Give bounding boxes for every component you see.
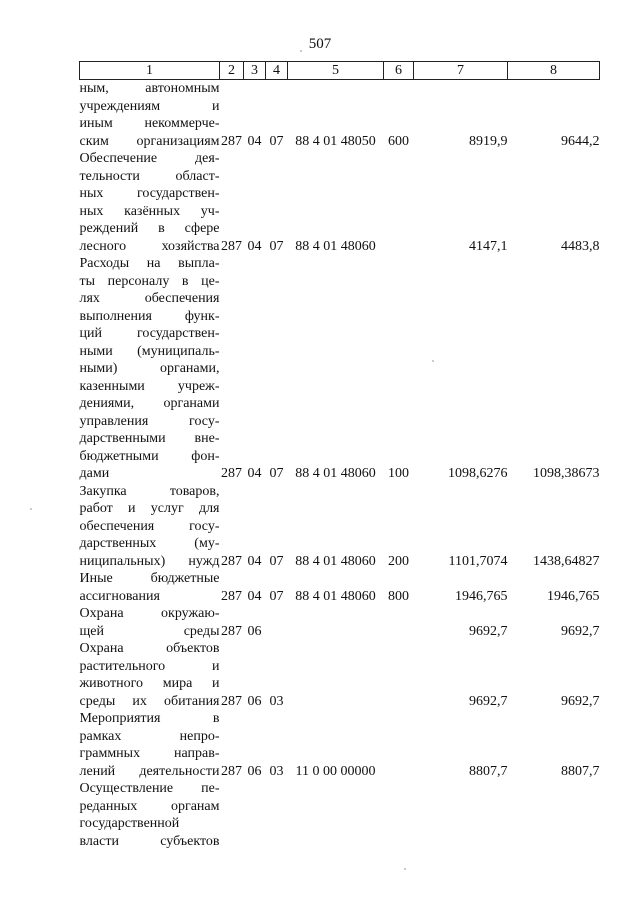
row-name-line: Иные бюджетные <box>79 571 220 586</box>
col-6-cell: 200 <box>388 553 409 569</box>
row-name-cell <box>80 605 220 640</box>
col-4-cell: 07 <box>269 238 284 254</box>
table-row <box>80 483 600 571</box>
row-name-line: тельности област- <box>79 168 220 184</box>
header-col-1: 1 <box>80 62 220 80</box>
row-name-cell <box>80 570 220 605</box>
col-8-cell: 1098,38673 <box>533 466 600 481</box>
budget-table <box>79 61 600 850</box>
row-name-line: дениями, органами <box>79 396 220 411</box>
col-2-cell <box>220 780 244 850</box>
col-4-cell: 07 <box>269 133 284 149</box>
col-5-cell: 88 4 01 48060 <box>295 466 376 481</box>
row-name-line: растительного и <box>79 658 220 674</box>
row-name-line: дарственных (му- <box>79 536 220 551</box>
header-col-3: 3 <box>244 62 266 80</box>
col-7-cell: 9692,7 <box>469 693 508 709</box>
table-row <box>80 255 600 483</box>
col-2-cell: 287 <box>221 238 242 254</box>
col-3-cell: 06 <box>247 623 262 639</box>
row-name-line: ниципальных) нужд <box>79 553 220 569</box>
col-2-cell: 287 <box>221 588 242 604</box>
row-name-line: Закупка товаров, <box>79 483 220 499</box>
row-name-line: управления госу- <box>79 413 220 429</box>
row-name-line: ты персоналу в це- <box>79 273 220 289</box>
row-name-cell <box>80 640 220 710</box>
col-6-cell <box>384 640 414 710</box>
table-row <box>80 640 600 710</box>
col-8-cell <box>508 780 600 850</box>
col-5-cell <box>288 605 384 640</box>
row-name-line: учреждениям и <box>79 98 220 114</box>
col-8-cell: 1946,765 <box>547 588 600 604</box>
row-name-line: дарственными вне- <box>79 431 220 446</box>
col-8-cell: 9692,7 <box>561 623 600 639</box>
page-number: 507 <box>308 36 332 52</box>
col-4-cell: 07 <box>269 588 284 604</box>
col-6-cell <box>384 780 414 850</box>
header-col-5: 5 <box>288 62 384 80</box>
col-5-cell: 11 0 00 00000 <box>295 763 376 779</box>
row-name-line: ных государствен- <box>79 186 220 201</box>
col-2-cell: 287 <box>221 693 242 709</box>
row-name-line: ными) органами, <box>79 361 220 376</box>
row-name-line: среды их обитания <box>79 693 220 709</box>
table-header-row <box>80 62 600 80</box>
table-row <box>80 80 600 151</box>
row-name-line: выполнения функ- <box>79 308 220 324</box>
col-7-cell: 1101,7074 <box>448 553 508 569</box>
row-name-line: Охрана окружаю- <box>79 606 220 621</box>
row-name-line: реданных органам <box>79 798 220 814</box>
row-name-line: ными (муниципаль- <box>79 343 220 359</box>
table-row <box>80 780 600 850</box>
col-6-cell <box>384 710 414 780</box>
header-col-7: 7 <box>414 62 508 80</box>
row-name-line: ным, автономным <box>79 81 220 96</box>
row-name-line: власти субъектов <box>79 833 220 849</box>
scan-speck <box>404 868 406 870</box>
row-name-cell <box>80 710 220 780</box>
row-name-line: ций государствен- <box>79 326 220 341</box>
col-7-cell: 1098,6276 <box>448 466 508 481</box>
row-name-line: иным некоммерче- <box>79 116 220 131</box>
row-name-line: дами <box>79 466 110 481</box>
row-name-line: обеспечения госу- <box>79 518 220 534</box>
col-3-cell: 04 <box>247 466 262 481</box>
row-name-cell <box>80 483 220 571</box>
col-6-cell: 800 <box>388 588 409 604</box>
col-8-cell: 4483,8 <box>561 238 600 254</box>
table-row <box>80 150 600 255</box>
row-name-cell <box>80 255 220 483</box>
col-5-cell: 88 4 01 48060 <box>295 553 376 569</box>
table-row <box>80 710 600 780</box>
col-8-cell: 8807,7 <box>561 763 600 779</box>
col-5-cell: 88 4 01 48060 <box>295 238 376 254</box>
table-row <box>80 605 600 640</box>
scan-speck <box>300 50 302 52</box>
col-3-cell <box>244 780 266 850</box>
col-3-cell: 06 <box>247 693 262 709</box>
col-8-cell: 9692,7 <box>561 693 600 709</box>
col-2-cell: 287 <box>221 553 242 569</box>
col-2-cell: 287 <box>221 133 242 149</box>
col-7-cell: 1946,765 <box>455 588 508 604</box>
col-3-cell: 04 <box>247 553 262 569</box>
row-name-line: граммных направ- <box>79 746 220 761</box>
col-6-cell: 600 <box>388 133 409 149</box>
col-3-cell: 04 <box>247 133 262 149</box>
header-col-2: 2 <box>220 62 244 80</box>
row-name-line: щей среды <box>79 623 220 639</box>
header-col-8: 8 <box>508 62 600 80</box>
col-7-cell: 4147,1 <box>469 238 508 254</box>
col-7-cell: 9692,7 <box>469 623 508 639</box>
col-3-cell: 04 <box>247 238 262 254</box>
header-col-6: 6 <box>384 62 414 80</box>
row-name-line: Охрана объектов <box>79 641 220 656</box>
col-7-cell <box>414 780 508 850</box>
col-6-cell <box>384 150 414 255</box>
col-4-cell: 07 <box>269 553 284 569</box>
col-4-cell: 07 <box>269 466 284 481</box>
col-2-cell: 287 <box>221 466 242 481</box>
row-name-line: реждений в сфере <box>79 221 220 236</box>
row-name-line: лях обеспечения <box>79 291 220 306</box>
col-5-cell: 88 4 01 48060 <box>295 588 376 604</box>
col-2-cell: 287 <box>221 623 242 639</box>
row-name-line: казенными учреж- <box>79 378 220 394</box>
row-name-line: государственной <box>79 816 180 831</box>
col-4-cell <box>266 605 288 640</box>
scan-speck <box>30 508 32 510</box>
row-name-line: животного мира и <box>79 676 220 691</box>
col-7-cell: 8919,9 <box>469 133 508 149</box>
col-7-cell: 8807,7 <box>469 763 508 779</box>
col-2-cell: 287 <box>221 763 242 779</box>
header-col-4: 4 <box>266 62 288 80</box>
col-5-cell: 88 4 01 48050 <box>295 133 376 149</box>
row-name-cell <box>80 80 220 151</box>
row-name-line: Осуществление пе- <box>79 781 220 796</box>
col-4-cell: 03 <box>269 763 284 779</box>
scan-speck <box>432 360 434 362</box>
col-4-cell: 03 <box>269 693 284 709</box>
row-name-line: лений деятельности <box>79 763 220 779</box>
row-name-line: ским организациям <box>79 133 220 149</box>
col-4-cell <box>266 780 288 850</box>
row-name-cell <box>80 150 220 255</box>
row-name-line: бюджетными фон- <box>79 448 220 464</box>
row-name-line: Мероприятия в <box>79 711 220 726</box>
row-name-line: лесного хозяйства <box>79 238 220 254</box>
table-row <box>80 570 600 605</box>
row-name-line: работ и услуг для <box>79 501 220 516</box>
row-name-line: ных казённых уч- <box>79 203 220 219</box>
col-8-cell: 9644,2 <box>561 133 600 149</box>
row-name-line: ассигнования <box>79 588 160 604</box>
col-8-cell: 1438,64827 <box>533 553 600 569</box>
col-5-cell <box>288 780 384 850</box>
row-name-cell <box>80 780 220 850</box>
col-5-cell <box>288 640 384 710</box>
col-6-cell: 100 <box>388 466 409 481</box>
row-name-line: Обеспечение дея- <box>79 151 220 166</box>
col-3-cell: 06 <box>247 763 262 779</box>
row-name-line: Расходы на выпла- <box>79 256 220 271</box>
row-name-line: рамках непро- <box>79 728 220 744</box>
col-3-cell: 04 <box>247 588 262 604</box>
col-6-cell <box>384 605 414 640</box>
